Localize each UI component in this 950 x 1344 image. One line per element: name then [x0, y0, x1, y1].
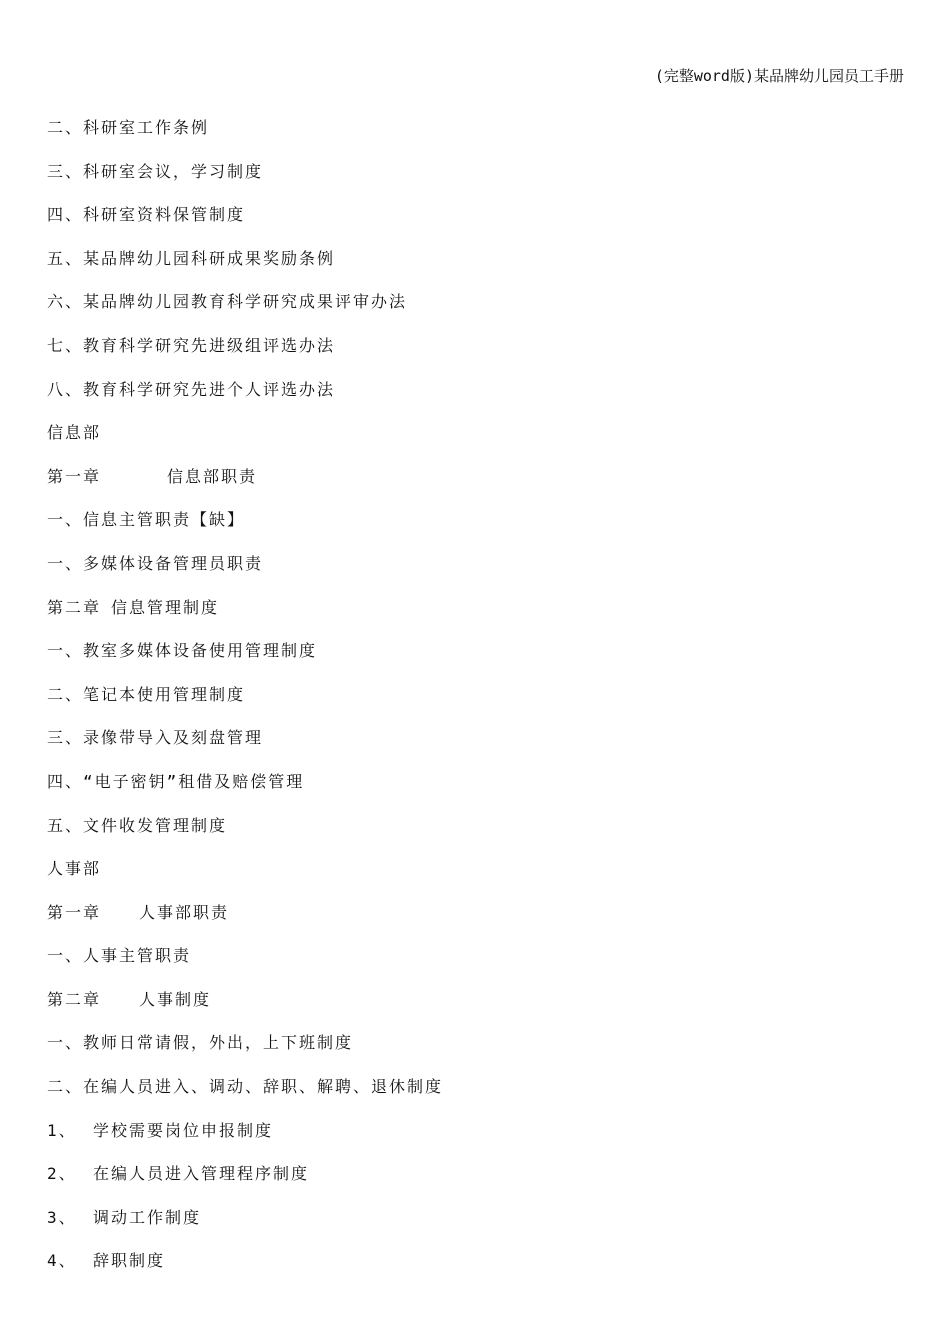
chapter-title: 人事制度 [139, 989, 212, 1009]
section-heading-info: 信息部 [47, 423, 102, 443]
chapter-label: 第二章 [47, 597, 102, 617]
list-item: 一、教师日常请假，外出，上下班制度 [47, 1033, 354, 1053]
item-text: 辞职制度 [93, 1251, 166, 1271]
item-number: 1、 [47, 1120, 77, 1140]
numbered-item [47, 1162, 907, 1206]
chapter-heading [47, 988, 907, 1032]
numbered-item [47, 1249, 907, 1293]
list-item: 五、文件收发管理制度 [47, 815, 228, 835]
list-item: 一、多媒体设备管理员职责 [47, 553, 264, 573]
item-text: 在编人员进入管理程序制度 [93, 1164, 310, 1184]
list-item: 七、教育科学研究先进级组评选办法 [47, 335, 336, 355]
item-number: 2、 [47, 1164, 77, 1184]
numbered-item [47, 1206, 907, 1250]
numbered-item [47, 1119, 907, 1163]
chapter-label: 第一章 [47, 466, 102, 486]
section-heading-hr: 人事部 [47, 859, 102, 879]
chapter-label: 第一章 [47, 902, 102, 922]
chapter-heading [47, 596, 907, 640]
list-item: 四、“电子密钥”租借及赔偿管理 [47, 771, 305, 791]
list-item: 二、在编人员进入、调动、辞职、解聘、退休制度 [47, 1077, 444, 1097]
item-number: 3、 [47, 1207, 77, 1227]
list-item: 八、教育科学研究先进个人评选办法 [47, 379, 336, 399]
chapter-title: 人事部职责 [139, 902, 230, 922]
chapter-heading [47, 465, 907, 509]
list-item: 四、科研室资料保管制度 [47, 205, 246, 225]
page-header: (完整word版)某品牌幼儿园员工手册 [654, 67, 904, 85]
chapter-heading [47, 901, 907, 945]
item-text: 学校需要岗位申报制度 [93, 1120, 274, 1140]
chapter-title: 信息管理制度 [111, 597, 220, 617]
list-item: 三、录像带导入及刻盘管理 [47, 728, 264, 748]
list-item: 一、教室多媒体设备使用管理制度 [47, 641, 318, 661]
list-item: 一、人事主管职责 [47, 946, 192, 966]
list-item: 二、科研室工作条例 [47, 118, 210, 137]
document-body [47, 116, 907, 1293]
chapter-label: 第二章 [47, 989, 102, 1009]
list-item: 六、某品牌幼儿园教育科学研究成果评审办法 [47, 292, 408, 312]
chapter-title: 信息部职责 [167, 466, 258, 486]
item-number: 4、 [47, 1251, 77, 1271]
list-item: 二、笔记本使用管理制度 [47, 684, 246, 704]
list-item: 五、某品牌幼儿园科研成果奖励条例 [47, 248, 336, 268]
item-text: 调动工作制度 [93, 1207, 202, 1227]
list-item: 一、信息主管职责【缺】 [47, 510, 246, 530]
list-item: 三、科研室会议，学习制度 [47, 161, 264, 181]
